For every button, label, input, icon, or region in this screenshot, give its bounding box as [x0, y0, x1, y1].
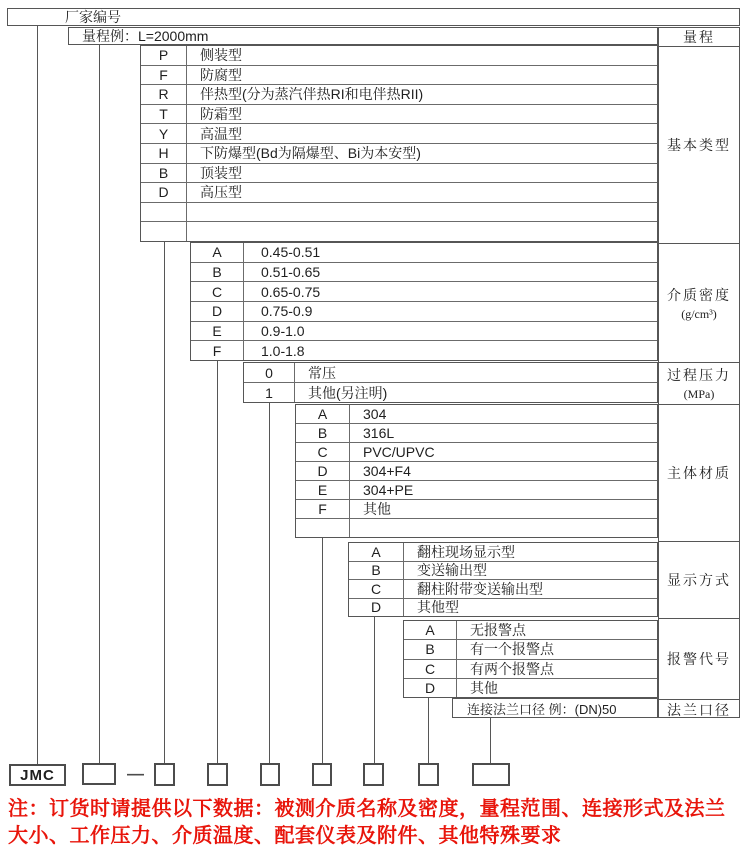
category-display-mode: 显示方式 — [659, 541, 739, 618]
code-cell: E — [191, 322, 244, 341]
category-basic-type: 基本类型 — [659, 46, 739, 243]
description-cell: 304 — [363, 406, 387, 422]
description-cell: 304+F4 — [363, 463, 411, 479]
code-cell: F — [296, 500, 350, 518]
basic-type-table — [140, 45, 658, 242]
table-row — [191, 262, 657, 282]
code-cell — [141, 222, 187, 241]
connector-line-pressure — [269, 403, 270, 764]
table-row — [404, 639, 657, 658]
description-cell: 1.0-1.8 — [261, 342, 305, 359]
description-cell: 翻柱现场显示型 — [417, 543, 515, 560]
connector-line-density — [217, 361, 218, 764]
ordering-note — [8, 796, 746, 845]
category-column — [658, 27, 740, 718]
table-row — [296, 423, 657, 442]
table-row — [141, 46, 657, 65]
connector-line-flange — [490, 718, 491, 764]
table-row — [296, 461, 657, 480]
description-cell: 304+PE — [363, 482, 414, 498]
model-code-box — [418, 763, 439, 786]
code-cell: A — [349, 543, 404, 561]
code-cell: C — [191, 282, 244, 301]
code-cell: F — [141, 66, 187, 85]
description-cell: 0.51-0.65 — [261, 264, 321, 280]
table-row — [141, 221, 657, 241]
code-cell: C — [296, 443, 350, 461]
code-cell: D — [404, 679, 457, 697]
flange-size-label: 连接法兰口径 例：(DN)50 — [467, 701, 617, 717]
model-code-box — [260, 763, 280, 786]
description-cell: 其他 — [363, 501, 391, 517]
description-cell: 高压型 — [200, 184, 242, 201]
connector-line-display — [374, 617, 375, 764]
description-cell: 变送输出型 — [417, 562, 487, 579]
code-cell — [296, 519, 350, 537]
code-cell: F — [191, 341, 244, 360]
code-cell: P — [141, 46, 187, 65]
table-row — [141, 104, 657, 124]
table-row — [404, 678, 657, 697]
category-process-pressure-unit: (MPa) — [683, 387, 715, 401]
description-cell: 无报警点 — [470, 622, 526, 639]
code-cell: A — [404, 621, 457, 639]
connector-line-range — [99, 45, 100, 764]
category-flange-size: 法兰口径 — [659, 699, 739, 720]
table-row — [141, 123, 657, 143]
alarm-code-table — [403, 620, 658, 698]
code-cell: B — [404, 640, 457, 658]
description-cell: 顶装型 — [200, 164, 242, 181]
connector-line-alarm — [428, 698, 429, 764]
table-row — [191, 321, 657, 341]
table-row — [349, 579, 657, 598]
flange-size-row — [452, 698, 658, 718]
code-cell: C — [404, 660, 457, 678]
description-cell: 伴热型(分为蒸汽伴热RI和电伴热RII) — [200, 86, 424, 103]
table-row — [191, 340, 657, 360]
table-row — [296, 518, 657, 537]
code-cell: 1 — [244, 383, 295, 402]
description-cell: 有两个报警点 — [470, 660, 554, 677]
table-row — [141, 202, 657, 222]
code-cell: D — [349, 599, 404, 617]
table-row — [404, 659, 657, 678]
medium-density-table — [190, 242, 658, 361]
manufacturer-code-row — [7, 8, 740, 26]
code-cell: B — [296, 424, 350, 442]
code-cell: Y — [141, 124, 187, 143]
ordering-note-line2: 大小、工作压力、介质温度、配套仪表及附件、其他特殊要求 — [8, 825, 562, 845]
description-cell: 其他(另注明) — [308, 384, 388, 401]
table-row — [191, 243, 657, 262]
table-row — [296, 480, 657, 499]
description-cell: 有一个报警点 — [470, 641, 554, 658]
process-pressure-table — [243, 362, 658, 403]
connector-line-basic-type — [164, 242, 165, 764]
category-process-pressure: 过程压力 (MPa) — [659, 362, 739, 404]
description-cell: 0.65-0.75 — [261, 283, 321, 300]
description-cell: 高温型 — [200, 125, 242, 142]
description-cell: 0.9-1.0 — [261, 323, 305, 340]
code-cell: T — [141, 105, 187, 124]
connector-line-manufacturer — [37, 26, 38, 764]
description-cell: 其他型 — [417, 599, 459, 616]
description-cell: 侧装型 — [200, 47, 242, 64]
category-medium-density: 介质密度 (g/cm³) — [659, 243, 739, 362]
category-range: 量程 — [683, 31, 715, 46]
code-cell: R — [141, 85, 187, 104]
table-row — [349, 598, 657, 617]
code-cell: D — [296, 462, 350, 480]
code-cell: 0 — [244, 363, 295, 382]
description-cell: 0.45-0.51 — [261, 244, 321, 261]
connector-line-material — [322, 538, 323, 764]
table-row — [191, 281, 657, 301]
table-row — [349, 543, 657, 561]
description-cell: 常压 — [308, 364, 336, 381]
table-row — [141, 163, 657, 183]
model-prefix-box: JMC — [9, 764, 66, 786]
code-cell: B — [349, 562, 404, 580]
manufacturer-code-label: 厂家编号 — [65, 9, 121, 25]
description-cell — [187, 222, 657, 241]
category-body-material: 主体材质 — [659, 404, 739, 541]
table-row — [296, 499, 657, 518]
description-cell: 防霜型 — [200, 106, 242, 123]
table-row — [296, 442, 657, 461]
table-row — [244, 363, 657, 382]
description-cell: 其他 — [470, 679, 498, 696]
code-cell — [141, 203, 187, 222]
table-row — [404, 621, 657, 639]
model-code-box — [154, 763, 175, 786]
body-material-table — [295, 404, 658, 538]
table-row — [141, 84, 657, 104]
code-cell: D — [141, 183, 187, 202]
display-mode-table — [348, 542, 658, 617]
code-cell: H — [141, 144, 187, 163]
description-cell: 防腐型 — [200, 66, 242, 83]
category-alarm-code: 报警代号 — [659, 618, 739, 699]
category-medium-density-unit: (g/cm³) — [681, 306, 717, 321]
code-cell: D — [191, 302, 244, 321]
model-code-box — [472, 763, 510, 786]
model-code-box — [82, 763, 116, 785]
model-code-box — [207, 763, 228, 786]
ordering-note-line1: 注：订货时请提供以下数据：被测介质名称及密度，量程范围、连接形式及法兰 — [8, 798, 726, 820]
description-cell: PVC/UPVC — [363, 444, 435, 460]
description-cell: 下防爆型(Bd为隔爆型、Bi为本安型) — [200, 145, 421, 162]
range-example-label: 量程例：L=2000mm — [82, 28, 209, 44]
description-cell — [187, 203, 657, 222]
table-row — [191, 301, 657, 321]
table-row — [244, 382, 657, 402]
table-row — [141, 143, 657, 163]
model-code-separator: — — [127, 763, 144, 783]
table-row — [141, 182, 657, 202]
range-example-row — [68, 27, 658, 45]
description-cell: 316L — [363, 425, 395, 441]
table-row — [296, 405, 657, 423]
description-cell: 翻柱附带变送输出型 — [417, 580, 543, 597]
table-row — [349, 561, 657, 580]
code-cell: A — [296, 405, 350, 423]
model-code-box — [312, 763, 332, 786]
code-cell: C — [349, 580, 404, 598]
code-cell: B — [141, 164, 187, 183]
code-cell: E — [296, 481, 350, 499]
description-cell — [350, 519, 657, 537]
code-cell: A — [191, 243, 244, 262]
description-cell: 0.75-0.9 — [261, 303, 313, 320]
code-cell: B — [191, 263, 244, 282]
table-row — [141, 65, 657, 85]
model-code-box — [363, 763, 384, 786]
